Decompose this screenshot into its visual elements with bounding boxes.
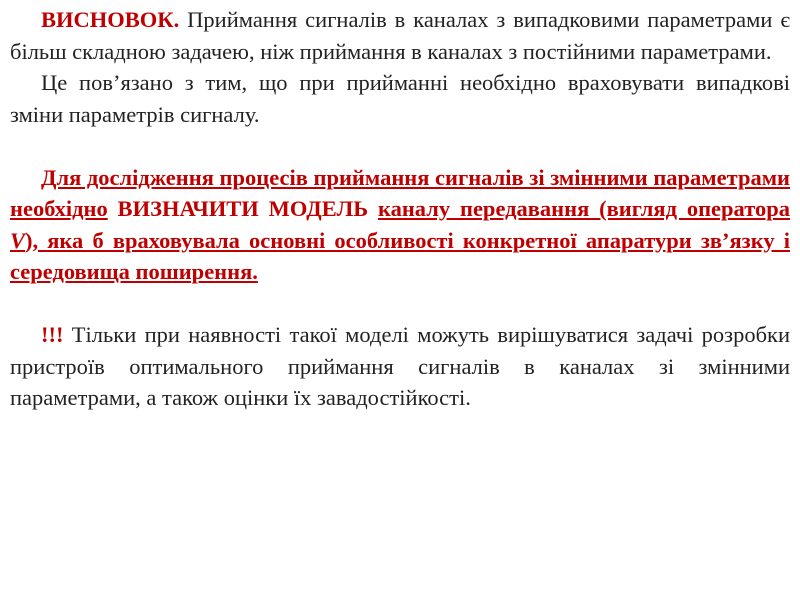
requirement-paragraph xyxy=(10,162,790,288)
conclusion-label: ВИСНОВОК. xyxy=(41,7,180,32)
requirement-emphasis: ВИЗНАЧИТИ МОДЕЛЬ xyxy=(107,196,378,221)
operator-symbol: V xyxy=(10,227,26,253)
reason-paragraph: Це пов’язано з тим, що при прийманні необхідно враховувати випадкові зміни параметрів сигналу. xyxy=(10,70,790,127)
requirement-part1: Для дослідження процесів приймання сигналів зі змінними параметрами необхідно xyxy=(10,164,790,221)
requirement-part3: каналу передавання (вигляд оператора xyxy=(377,196,790,221)
requirement-part4: ), яка б враховувала основні особливості конкретної апаратури зв’язку і середовища поширення. xyxy=(10,227,790,284)
spacer xyxy=(10,288,790,320)
conclusion-paragraph xyxy=(10,4,790,67)
note-text: Тільки при наявності такої моделі можуть вирішуватися задачі розробки пристроїв оптимального приймання сигналів в каналах зі змінними параметрами, а також оцінки їх завадостійкості. xyxy=(10,322,790,410)
spacer xyxy=(10,130,790,162)
conclusion-text: Приймання сигналів в каналах з випадковими параметрами є більш складною задачею, ніж приймання в каналах з постійними параметрами. xyxy=(10,7,790,64)
note-paragraph xyxy=(10,319,790,414)
note-marker: !!! xyxy=(41,322,64,347)
